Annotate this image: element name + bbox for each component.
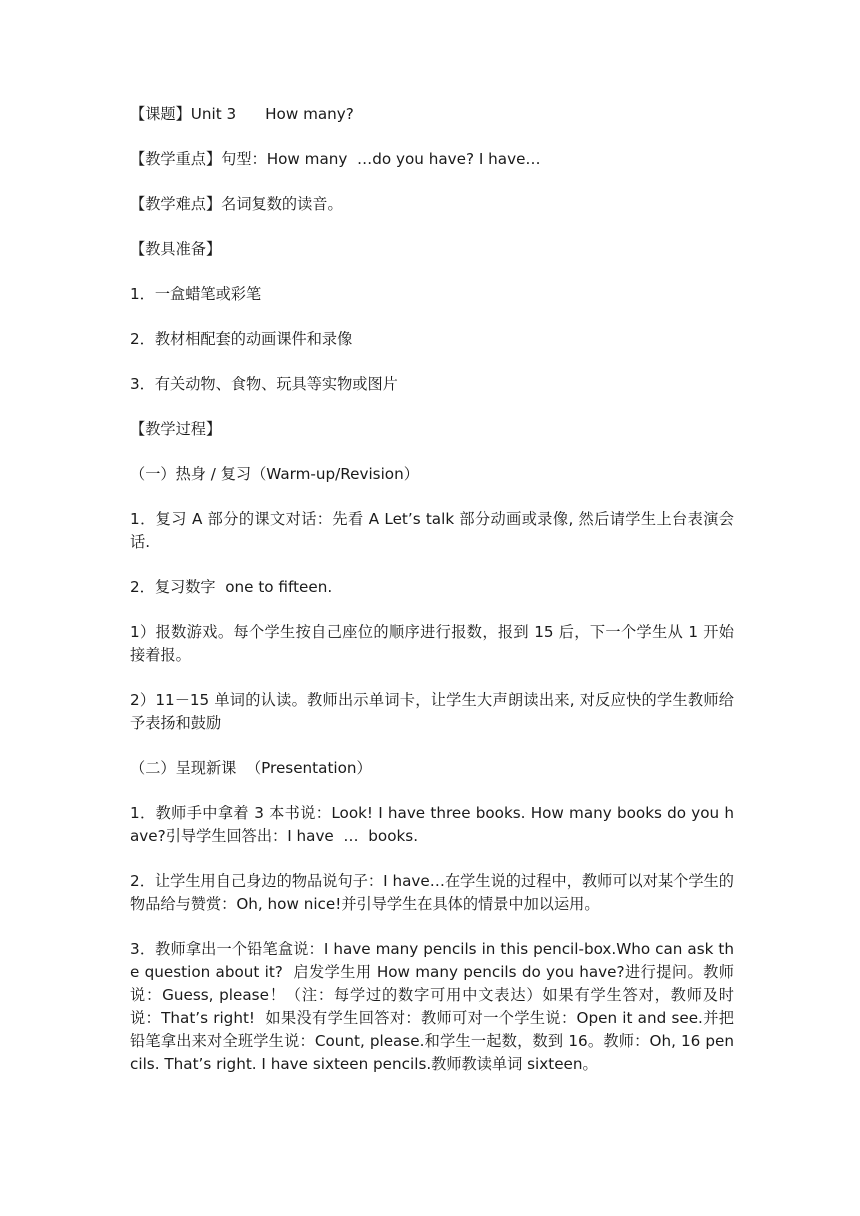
section-heading-presentation: （二）呈现新课 （Presentation） bbox=[130, 759, 372, 777]
section-heading-warmup: （一）热身 / 复习（Warm-up/Revision） bbox=[130, 465, 419, 483]
lesson-title: 【课题】Unit 3 How many? bbox=[130, 105, 354, 123]
document-body bbox=[130, 103, 734, 1098]
warmup-substep: 1）报数游戏。每个学生按自己座位的顺序进行报数，报到 15 后，下一个学生从 1 开始接着报。 bbox=[130, 623, 734, 664]
warmup-step: 2．复习数字 one to fifteen. bbox=[130, 578, 333, 596]
presentation-step: 1．教师手中拿着 3 本书说：Look! I have three books. How many books do you have?引导学生回答出：I have … books. bbox=[130, 804, 734, 845]
warmup-step: 1．复习 A 部分的课文对话：先看 A Let’s talk 部分动画或录像, 然后请学生上台表演会话. bbox=[130, 510, 734, 551]
teaching-aids-heading: 【教具准备】 bbox=[130, 240, 222, 258]
teaching-aid-item: 2．教材相配套的动画课件和录像 bbox=[130, 330, 353, 348]
difficult-points: 【教学难点】名词复数的读音。 bbox=[130, 195, 343, 213]
presentation-step: 3．教师拿出一个铅笔盒说：I have many pencils in this pencil-box.Who can ask the question about it? 启发学生用 How many pencils do you have?进行提问。教师说：Guess, please！（注：每学过的数字可用中文表达）如果有学生答对，教师及时说：That’s right! 如果没有学生回答对：教师可对一个学生说：Open it and see.并把铅笔拿出来对全班学生说：Count, please.和学生一起数，数到 16。教师：Oh, 16 pencils. That’s right. I have sixteen pencils.教师教读单词 sixteen。 bbox=[130, 940, 734, 1073]
teaching-aid-item: 3．有关动物、食物、玩具等实物或图片 bbox=[130, 375, 398, 393]
teaching-aid-item: 1．一盒蜡笔或彩笔 bbox=[130, 285, 262, 303]
warmup-substep: 2）11－15 单词的认读。教师出示单词卡，让学生大声朗读出来, 对反应快的学生教师给予表扬和鼓励 bbox=[130, 691, 734, 732]
key-points: 【教学重点】句型：How many …do you have? I have… bbox=[130, 150, 541, 168]
teaching-process-heading: 【教学过程】 bbox=[130, 420, 222, 438]
presentation-step: 2．让学生用自己身边的物品说句子：I have…在学生说的过程中，教师可以对某个学生的物品给与赞赏：Oh, how nice!并引导学生在具体的情景中加以运用。 bbox=[130, 872, 734, 913]
